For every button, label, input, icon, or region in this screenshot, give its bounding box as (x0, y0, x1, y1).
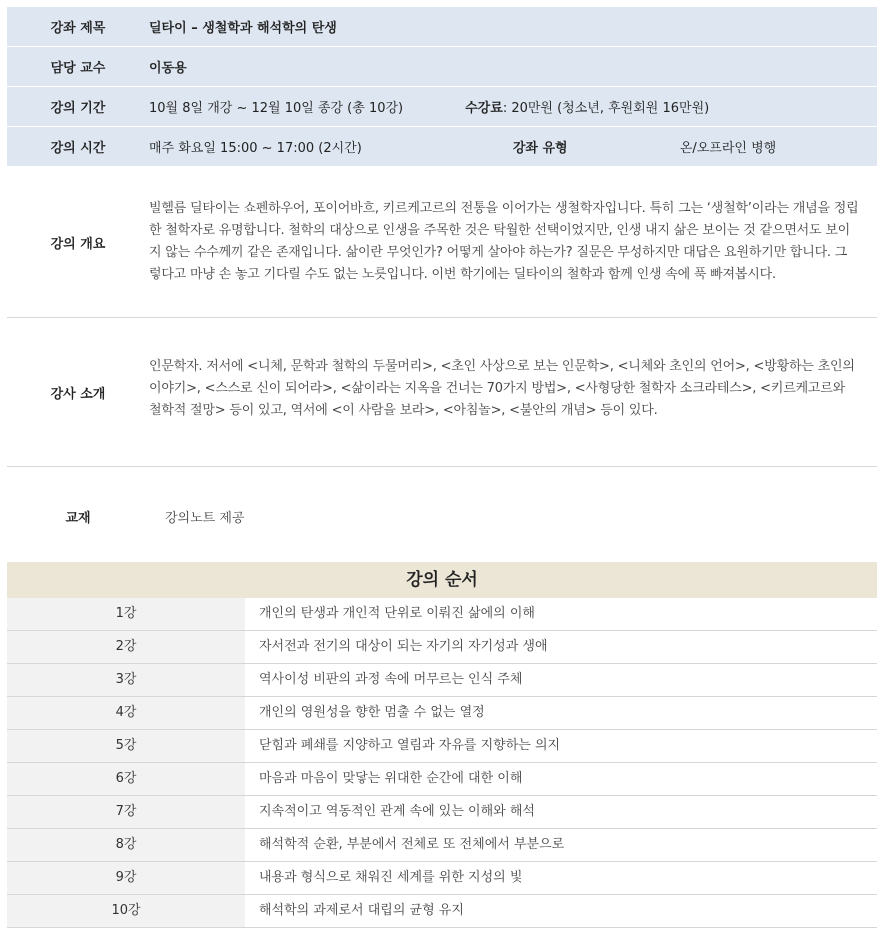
textbook-row (7, 467, 877, 565)
schedule-row (7, 829, 877, 862)
lecture-number: 10강 (7, 895, 245, 927)
course-title-row (7, 7, 877, 47)
schedule-row (7, 895, 877, 928)
schedule-row (7, 763, 877, 796)
lecture-topic: 마음과 마음이 맞닿는 위대한 순간에 대한 이해 (259, 771, 523, 786)
lecture-number: 7강 (7, 796, 245, 828)
lecture-number: 4강 (7, 697, 245, 729)
lecture-topic: 자서전과 전기의 대상이 되는 자기의 자기성과 생애 (259, 639, 548, 654)
schedule-list (7, 598, 877, 928)
instructor-label: 강사 소개 (50, 386, 106, 402)
course-title-label: 강좌 제목 (50, 21, 106, 36)
fee (465, 97, 709, 116)
period-value: 10월 8일 개강 ~ 12월 10일 종강 (총 10강) (149, 101, 404, 116)
lecture-number: 8강 (7, 829, 245, 861)
instructor-text: 인문학자. 저서에 <니체, 문학과 철학의 두물머리>, <초인 사상으로 보는 인문학>, <니체와 초인의 언어>, <방황하는 초인의 이야기>, <스스로 신이 되어라>, <삶이라는 지옥을 건너는 70가지 방법>, <사형당한 철학자 소크라테스>, <키르케고르와 철학적 절망> 등이 있고, 역서에 <이 사람을 보라>, <아침놀>, <불안의 개념> 등이 있다. (149, 358, 855, 418)
time-value: 매주 화요일 15:00 ~ 17:00 (2시간) (149, 141, 362, 156)
course-type-value: 온/오프라인 병행 (679, 141, 777, 156)
schedule-row (7, 697, 877, 730)
lecture-number: 6강 (7, 763, 245, 795)
schedule-row (7, 862, 877, 895)
lecture-number: 1강 (7, 598, 245, 630)
schedule-row (7, 796, 877, 829)
time-label: 강의 시간 (50, 141, 106, 156)
overview-label: 강의 개요 (50, 236, 106, 252)
overview-row (7, 167, 877, 318)
period-row (7, 87, 877, 127)
lecture-topic: 지속적이고 역동적인 관계 속에 있는 이해와 해석 (259, 804, 535, 819)
lecture-topic: 닫힘과 폐쇄를 지양하고 열림과 자유를 지향하는 의지 (259, 738, 561, 753)
lecture-number: 9강 (7, 862, 245, 894)
course-type-label: 강좌 유형 (512, 141, 568, 156)
course-info (7, 7, 877, 928)
lecture-topic: 해석학적 순환, 부분에서 전체로 또 전체에서 부분으로 (259, 837, 565, 852)
schedule-title: 강의 순서 (7, 562, 877, 598)
course-title-value: 딜타이 – 생철학과 해석학의 탄생 (149, 21, 337, 36)
lecture-topic: 해석학의 과제로서 대립의 균형 유지 (259, 903, 464, 918)
professor-row (7, 47, 877, 87)
professor-label: 담당 교수 (50, 61, 106, 76)
lecture-number: 5강 (7, 730, 245, 762)
lecture-topic: 내용과 형식으로 채워진 세계를 위한 지성의 빛 (259, 870, 523, 885)
schedule-row (7, 664, 877, 697)
overview-text: 빌헬름 딜타이는 쇼펜하우어, 포이어바흐, 키르케고르의 전통을 이어가는 생철학자입니다. 특히 그는 ‘생철학’이라는 개념을 정립한 철학자로 유명합니다. 철학의 대상으로 인생을 주목한 것은 탁월한 선택이었지만, 인생 내지 삶은 보이는 것 같으면서도 보이지 않는 수수께끼 같은 존재입니다. 삶이란 무엇인가? 어떻게 살아야 하는가? 질문은 무성하지만 대답은 요원하기만 합니다. 그렇다고 마냥 손 놓고 기다릴 수도 없는 노릇입니다. 이번 학기에는 딜타이의 철학과 함께 인생 속에 푹 빠져봅시다. (149, 201, 859, 282)
lecture-topic: 개인의 영원성을 향한 멈출 수 없는 열정 (259, 705, 485, 720)
lecture-topic: 역사이성 비판의 과정 속에 머무르는 인식 주체 (259, 672, 523, 687)
fee-value: : 20만원 (청소년, 후원회원 16만원) (502, 101, 710, 116)
schedule-row (7, 631, 877, 664)
professor-value: 이동용 (149, 61, 187, 76)
period-label: 강의 기간 (50, 101, 106, 116)
instructor-row (7, 318, 877, 467)
fee-label: 수강료 (465, 101, 503, 116)
lecture-number: 2강 (7, 631, 245, 663)
time-row (7, 127, 877, 167)
schedule-row (7, 730, 877, 763)
textbook-value: 강의노트 제공 (165, 510, 245, 526)
textbook-label: 교재 (65, 510, 91, 526)
schedule-row (7, 598, 877, 631)
lecture-topic: 개인의 탄생과 개인적 단위로 이뤄진 삶에의 이해 (259, 606, 535, 621)
lecture-number: 3강 (7, 664, 245, 696)
